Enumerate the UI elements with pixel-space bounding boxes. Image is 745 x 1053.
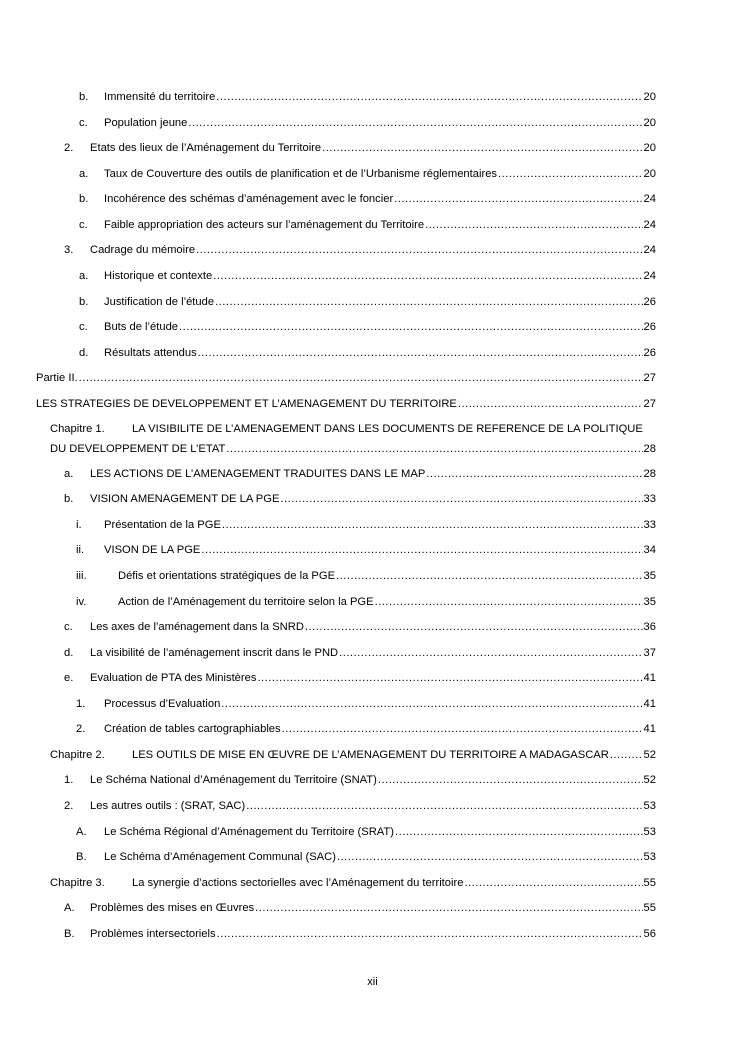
toc-number: iii. [76,570,87,582]
toc-leader [425,218,642,232]
toc-page: 24 [643,244,656,256]
toc-title: Historique et contexte [104,270,213,282]
toc-page: 55 [643,902,656,914]
toc-title: Le Schéma National d’Aménagement du Territoire (SNAT) [90,774,377,786]
toc-number: b. [79,193,89,205]
toc-title: LA VISIBILITE DE L’AMENAGEMENT DANS LES DOCUMENTS DE REFERENCE DE LA POLITIQUE [132,423,643,435]
toc-title: LES OUTILS DE MISE EN ŒUVRE DE L’AMENAGEMENT DU TERRITOIRE A MADAGASCAR [132,749,609,761]
toc-page: 26 [643,321,656,333]
toc-entry[interactable] [64,620,656,634]
toc-page: 33 [643,519,656,531]
toc-entry[interactable] [36,397,656,411]
toc-number: Chapitre 2. [50,749,105,761]
toc-title: Défis et orientations stratégiques de la PGE [118,570,336,582]
toc-page: 53 [643,851,656,863]
toc-title: Population jeune [104,117,188,129]
toc-number: b. [64,493,74,505]
toc-page: 34 [643,544,656,556]
toc-leader [217,927,643,941]
toc-leader [196,243,642,257]
toc-leader [226,439,642,459]
toc-title: LES STRATEGIES DE DEVELOPPEMENT ET L’AMENAGEMENT DU TERRITOIRE [36,398,457,410]
toc-page: 24 [643,193,656,205]
toc-entry[interactable] [79,192,656,206]
toc-entry[interactable] [50,876,656,890]
toc-leader [426,467,642,481]
toc-leader [282,722,643,736]
toc-number: c. [64,621,73,633]
toc-page: 35 [643,570,656,582]
toc-page: 27 [643,398,656,410]
toc-title: Evaluation de PTA des Ministères [90,672,257,684]
toc-number: 3. [64,244,74,256]
toc-leader [378,773,643,787]
toc-entry[interactable] [64,467,656,481]
toc-title: Incohérence des schémas d’aménagement avec le foncier [104,193,394,205]
toc-title: Buts de l’étude [104,321,179,333]
toc-page: 53 [643,826,656,838]
toc-leader [213,269,642,283]
toc-entry[interactable] [76,697,656,711]
toc-entry[interactable] [64,901,656,915]
toc-leader [255,901,642,915]
toc-page: 33 [643,493,656,505]
toc-leader [201,543,642,557]
toc-title: Faible appropriation des acteurs sur l’aménagement du Territoire [104,219,425,231]
toc-entry[interactable] [79,90,656,104]
toc-title: Immensité du territoire [104,91,216,103]
toc-page: 53 [643,800,656,812]
toc-leader [337,850,643,864]
toc-number: e. [64,672,74,684]
toc-page: 55 [643,877,656,889]
toc-title: Processus d’Evaluation [104,698,221,710]
toc-leader [322,141,642,155]
toc-entry[interactable] [76,850,656,864]
toc-title: Présentation de la PGE [104,519,221,531]
toc-leader [221,697,642,711]
toc-leader [79,371,643,385]
toc-entry[interactable] [76,595,656,609]
toc-entry[interactable] [76,722,656,736]
toc-leader [458,397,643,411]
toc-entry[interactable] [64,799,656,813]
toc-title: Justification de l’étude [104,296,215,308]
toc-page: 41 [643,672,656,684]
toc-entry[interactable] [79,167,656,181]
toc-title: Cadrage du mémoire [90,244,196,256]
toc-title: Les axes de l’aménagement dans la SNRD [90,621,304,633]
toc-page: 20 [643,91,656,103]
toc-page: 26 [643,347,656,359]
toc-entry[interactable] [76,543,656,557]
toc-entry[interactable] [76,569,656,583]
toc-number: 2. [64,142,74,154]
toc-entry[interactable] [64,243,656,257]
toc-entry[interactable] [79,295,656,309]
toc-number: A. [76,826,87,838]
toc-number: b. [79,296,89,308]
toc-title: Taux de Couverture des outils de planification et de l’Urbanisme réglementaires [104,168,498,180]
toc-leader [222,518,643,532]
toc-entry[interactable] [79,320,656,334]
toc-number: Chapitre 1. [50,423,105,435]
toc-title: LES ACTIONS DE L’AMENAGEMENT TRADUITES DANS LE MAP [90,468,426,480]
toc-number: 1. [76,698,86,710]
toc-page: 37 [643,647,656,659]
toc-number: 2. [76,723,86,735]
toc-number: B. [64,928,75,940]
toc-leader [215,295,642,309]
toc-entry-chapter-1[interactable] [50,419,656,459]
toc-entry[interactable] [64,927,656,941]
toc-entry[interactable] [79,269,656,283]
toc-entry[interactable] [36,371,656,385]
toc-number: a. [79,270,89,282]
toc-leader [339,646,642,660]
toc-page: 20 [643,168,656,180]
toc-entry[interactable] [64,671,656,685]
toc-entry[interactable] [76,518,656,532]
toc-page: 24 [643,270,656,282]
toc-entry[interactable] [64,646,656,660]
toc-page: 52 [643,749,656,761]
toc-title: Problèmes des mises en Œuvres [90,902,255,914]
toc-number: c. [79,117,88,129]
toc-title: La visibilité de l’aménagement inscrit dans le PND [90,647,339,659]
toc-page: 52 [643,774,656,786]
toc-leader [257,671,642,685]
toc-page: 27 [643,372,656,384]
toc-title: Partie II. [36,372,78,384]
toc-number: ii. [76,544,85,556]
toc-leader [246,799,642,813]
toc-leader [305,620,643,634]
toc-leader [464,876,642,890]
toc-entry[interactable] [79,346,656,360]
toc-title: Le Schéma Régional d’Aménagement du Territoire (SRAT) [104,826,394,838]
toc-number: iv. [76,596,87,608]
toc-page: 41 [643,723,656,735]
toc-entry[interactable] [64,141,656,155]
toc-number: 2. [64,800,74,812]
toc-page: 20 [643,142,656,154]
toc-page: 36 [643,621,656,633]
toc-leader [280,492,642,506]
toc-page: 56 [643,928,656,940]
toc-entry[interactable] [79,218,656,232]
toc-number: B. [76,851,87,863]
toc-leader [198,346,643,360]
toc-title: Problèmes intersectoriels [90,928,216,940]
toc-page: 26 [643,296,656,308]
toc-leader [188,116,642,130]
toc-leader [216,90,642,104]
toc-leader [394,192,642,206]
toc-title: Etats des lieux de l’Aménagement du Territoire [90,142,322,154]
toc-entry[interactable] [79,116,656,130]
toc-page: 20 [643,117,656,129]
toc-page: 24 [643,219,656,231]
toc-entry[interactable] [50,748,656,762]
toc-title: VISION AMENAGEMENT DE LA PGE [90,493,280,505]
toc-title: VISON DE LA PGE [104,544,201,556]
toc-number: b. [79,91,89,103]
toc-leader [375,595,643,609]
toc-leader [179,320,643,334]
toc-number: c. [79,219,88,231]
toc-page: 28 [643,468,656,480]
toc-page: 41 [643,698,656,710]
toc-page: 28 [643,443,656,455]
toc-entry[interactable] [76,825,656,839]
toc-title: Le Schéma d’Aménagement Communal (SAC) [104,851,336,863]
toc-entry[interactable] [64,773,656,787]
toc-title-continued: DU DEVELOPPEMENT DE L’ETAT [50,443,226,455]
toc-leader [610,748,643,762]
toc-title: Action de l’Aménagement du territoire selon la PGE [118,596,374,608]
toc-number: d. [79,347,89,359]
toc-number: i. [76,519,82,531]
toc-number: a. [64,468,74,480]
toc-page: 35 [643,596,656,608]
toc-title: Les autres outils : (SRAT, SAC) [90,800,246,812]
toc-title: La synergie d’actions sectorielles avec l’Aménagement du territoire [132,877,464,889]
toc-number: A. [64,902,75,914]
toc-title: Création de tables cartographiables [104,723,281,735]
toc-number: d. [64,647,74,659]
toc-title: Résultats attendus [104,347,197,359]
toc-number: a. [79,168,89,180]
toc-number: Chapitre 3. [50,877,105,889]
toc-entry[interactable] [64,492,656,506]
toc-leader [498,167,643,181]
toc-leader [336,569,643,583]
toc-leader [395,825,643,839]
toc-number: 1. [64,774,74,786]
page-number: xii [367,976,378,988]
toc-number: c. [79,321,88,333]
